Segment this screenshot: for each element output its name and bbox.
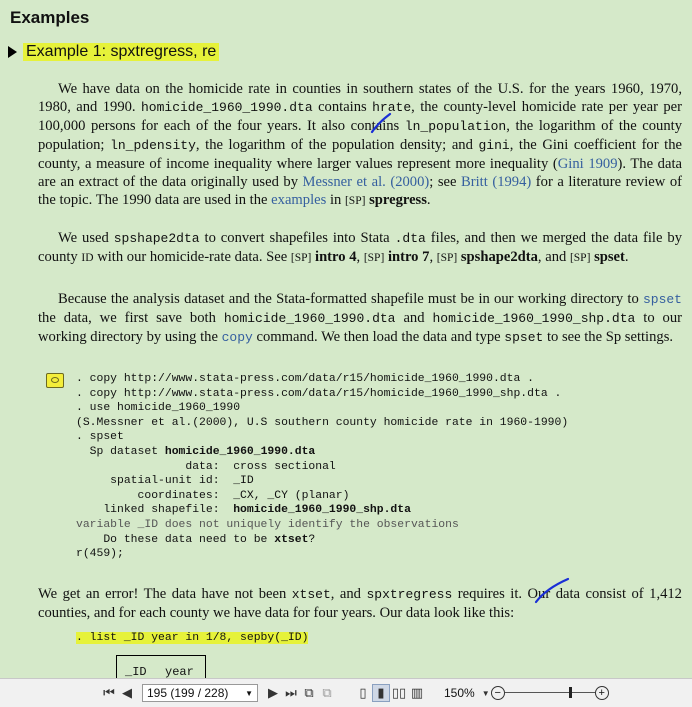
zoom-in-icon[interactable]: + (595, 686, 609, 700)
comment-note-icon[interactable] (46, 373, 64, 388)
bottom-toolbar (0, 678, 692, 707)
book-view-icon[interactable]: ▥ (410, 685, 424, 700)
single-page-icon[interactable]: ▯ (359, 685, 367, 700)
link-intro-4[interactable]: intro 4 (315, 249, 357, 265)
zoom-level[interactable]: 150% (444, 686, 475, 700)
link-examples[interactable]: examples (271, 192, 327, 208)
code-line: . spset (76, 431, 124, 444)
code-block: . copy http://www.stata-press.com/data/r15/homicide_1960_1990.dta . . copy http://www.stata-press.com/data/r15/homicide_1960_1990_shp.dta . . use homicide_1960_1990 (S.Messner et al.(2000), U.S southern county homicide rate in 1960-1990) . spset Sp dataset homicide_1960_1990.dta data: cross sectional spatial-unit id: _ID coordinates: _CX, _CY (planar) linked shapefile: homicide_1960_1990_shp.dta variable _ID does not uniquely identify the observations Do these data need to be xtset? r(459); (76, 373, 569, 561)
facing-pages-icon[interactable]: ▯▯ (391, 685, 407, 700)
code-line: . copy http://www.stata-press.com/data/r15/homicide_1960_1990.dta . (76, 373, 534, 385)
chevron-down-icon: ▼ (245, 688, 253, 698)
list-command: . list _ID year in 1/8, sepby(_ID) (76, 632, 309, 644)
paragraph-1: We have data on the homicide rate in counties in southern states of the U.S. for the years 1960, 1970, 1980, and 1990. homicide_1960_1990.dta contains hrate, the county-level homicide rate per year per 100,000 persons for each of the four years. It also contains ln_population, the logarithm of the county population; ln_pdensity, the logarithm of the population density; and gini, the Gini coefficient for the county, a measure of income inequality where larger values represent more inequality (Gini 1909). The data are an extract of the data originally used by Messner et al. (2000); see Britt (1994) for a literature review of the topic. The 1990 data are used in the examples in [SP] spregress. (38, 81, 683, 208)
continuous-icon[interactable]: ▮ (372, 684, 390, 702)
output-table-header (116, 655, 206, 678)
link-spregress[interactable]: spregress (369, 192, 427, 208)
section-heading: Examples (10, 8, 90, 27)
back-view-icon[interactable]: ⧉ (304, 685, 314, 700)
table-header-id: _ID (125, 665, 147, 678)
link-copy-cmd[interactable]: copy (221, 330, 253, 345)
link-britt-1994[interactable]: Britt (1994) (461, 174, 532, 190)
code-line: . use homicide_1960_1990 (76, 402, 241, 415)
link-spshape2dta[interactable]: spshape2dta (460, 249, 538, 265)
example-title[interactable]: Example 1: spxtregress, re (23, 43, 219, 61)
expand-triangle-icon[interactable] (8, 46, 23, 58)
example-header[interactable] (8, 43, 219, 61)
link-messner-2000[interactable]: Messner et al. (2000) (302, 174, 430, 190)
page-select-value: 195 (199 / 228) (147, 686, 229, 700)
zoom-slider-thumb[interactable] (569, 687, 572, 698)
code-line: . copy http://www.stata-press.com/data/r15/homicide_1960_1990_shp.dta . (76, 387, 562, 400)
previous-page-icon[interactable]: ◀ (122, 685, 132, 700)
forward-view-icon[interactable]: ⧉ (322, 685, 332, 700)
zoom-slider[interactable] (505, 684, 595, 702)
paragraph-3: Because the analysis dataset and the Stata-formatted shapefile must be in our working directory to spset the data, we first save both homicide_1960_1990.dta and homicide_1960_1990_shp.dta to our working directory by using the copy command. We then load the data and type spset to see the Sp settings. (38, 291, 683, 345)
page-select[interactable] (142, 684, 258, 702)
first-page-icon[interactable]: ⏮ (103, 685, 115, 700)
paragraph-4: We get an error! The data have not been xtset, and spxtregress requires it. Our data consist of 1,412 counties, and for each county we have data for four years. Our data look like this: (38, 586, 682, 621)
paragraph-2: We used spshape2dta to convert shapefiles into Stata .dta files, and then we merged the data file by county ID with our homicide-rate data. See [SP] intro 4, [SP] intro 7, [SP] spshape2dta, and [SP] spset. (38, 230, 682, 265)
link-gini-1909[interactable]: Gini 1909 (557, 156, 618, 172)
link-intro-7[interactable]: intro 7 (387, 249, 430, 265)
code-line: (S.Messner et al.(2000), U.S southern county homicide rate in 1960-1990) (76, 416, 569, 429)
link-spset[interactable]: spset (594, 249, 625, 265)
next-page-icon[interactable]: ▶ (268, 685, 278, 700)
table-header-year: year (165, 665, 194, 678)
last-page-icon[interactable]: ⏭ (285, 685, 297, 700)
zoom-dropdown-icon[interactable]: ▼ (481, 688, 490, 698)
zoom-out-icon[interactable]: − (491, 686, 505, 700)
link-spset-cmd[interactable]: spset (642, 292, 682, 307)
